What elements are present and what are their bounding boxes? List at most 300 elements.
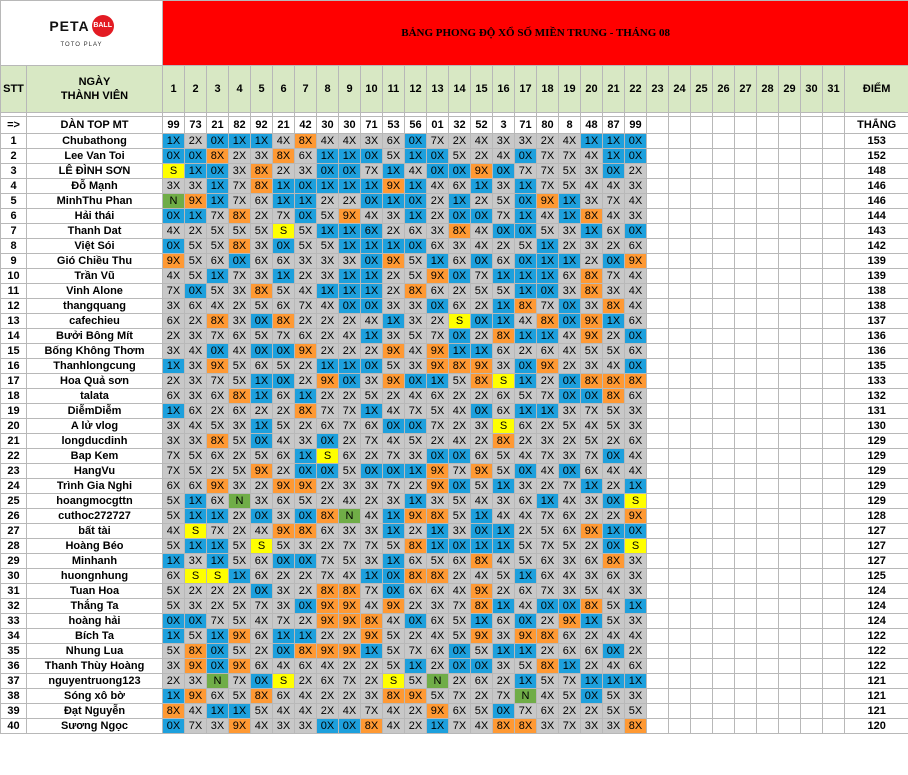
day-cell: N xyxy=(229,494,251,509)
row-score: 122 xyxy=(845,629,908,644)
empty-day-cell xyxy=(647,659,669,674)
dan-top-value xyxy=(801,117,823,134)
dan-top-value: 87 xyxy=(603,117,625,134)
table-row xyxy=(1,194,908,209)
table-row xyxy=(1,134,908,149)
day-cell: 3X xyxy=(515,479,537,494)
empty-day-cell xyxy=(691,464,713,479)
empty-day-cell xyxy=(779,449,801,464)
day-cell: 4X xyxy=(471,134,493,149)
row-stt: 14 xyxy=(1,329,27,344)
day-cell: 1X xyxy=(163,404,185,419)
day-cell: 3X xyxy=(185,599,207,614)
day-cell: 3X xyxy=(295,539,317,554)
day-cell: 1X xyxy=(471,179,493,194)
empty-day-cell xyxy=(713,524,735,539)
member-name: Tuan Hoa xyxy=(27,584,163,599)
row-stt: 33 xyxy=(1,614,27,629)
empty-day-cell xyxy=(823,689,845,704)
day-cell: 5X xyxy=(559,689,581,704)
empty-day-cell xyxy=(801,194,823,209)
empty-day-cell xyxy=(779,689,801,704)
empty-day-cell xyxy=(647,164,669,179)
day-cell: 7X xyxy=(449,464,471,479)
day-cell: 1X xyxy=(273,194,295,209)
empty-day-cell xyxy=(735,164,757,179)
empty-day-cell xyxy=(801,719,823,734)
day-cell: 7X xyxy=(471,269,493,284)
day-cell: 6X xyxy=(163,314,185,329)
member-name: HangVu xyxy=(27,464,163,479)
row-score: 124 xyxy=(845,599,908,614)
day-cell: 1X xyxy=(207,704,229,719)
day-cell: 7X xyxy=(405,404,427,419)
day-cell: 3X xyxy=(625,554,647,569)
empty-day-cell xyxy=(757,209,779,224)
member-name: hoangmocgttn xyxy=(27,494,163,509)
empty-day-cell xyxy=(713,689,735,704)
day-cell: 2X xyxy=(273,569,295,584)
day-cell: 5X xyxy=(163,539,185,554)
day-cell: 4X xyxy=(625,464,647,479)
empty-day-cell xyxy=(779,254,801,269)
day-cell: 4X xyxy=(251,719,273,734)
empty-day-cell xyxy=(691,704,713,719)
table-row xyxy=(1,269,908,284)
day-cell: 3X xyxy=(559,584,581,599)
row-stt: 30 xyxy=(1,569,27,584)
day-cell: 2X xyxy=(185,314,207,329)
day-cell: 0X xyxy=(383,464,405,479)
row-score: 120 xyxy=(845,719,908,734)
day-cell: 2X xyxy=(229,524,251,539)
day-cell: 6X xyxy=(273,389,295,404)
day-cell: 3X xyxy=(295,719,317,734)
day-cell: 9X xyxy=(361,629,383,644)
day-cell: 6X xyxy=(361,224,383,239)
day-cell: 6X xyxy=(581,644,603,659)
day-cell: 8X xyxy=(229,239,251,254)
day-cell: 5X xyxy=(493,569,515,584)
day-cell: 9X xyxy=(163,254,185,269)
day-cell: 5X xyxy=(229,434,251,449)
day-cell: 6X xyxy=(163,389,185,404)
day-cell: 4X xyxy=(405,344,427,359)
day-cell: 2X xyxy=(339,659,361,674)
empty-day-cell xyxy=(757,629,779,644)
day-cell: 1X xyxy=(427,539,449,554)
logo-subtext: TOTO PLAY xyxy=(60,41,103,48)
day-cell: 1X xyxy=(493,524,515,539)
member-name: Hoàng Béo xyxy=(27,539,163,554)
day-cell: 0X xyxy=(405,614,427,629)
day-cell: 6X xyxy=(185,479,207,494)
day-cell: 2X xyxy=(317,329,339,344)
day-cell: 0X xyxy=(625,149,647,164)
day-cell: 2X xyxy=(251,644,273,659)
day-cell: 9X xyxy=(207,479,229,494)
empty-day-cell xyxy=(735,644,757,659)
day-cell: 8X xyxy=(449,224,471,239)
empty-day-cell xyxy=(691,239,713,254)
day-cell: 2X xyxy=(537,614,559,629)
day-cell: 5X xyxy=(185,629,207,644)
day-cell: 0X xyxy=(251,344,273,359)
empty-day-cell xyxy=(801,569,823,584)
empty-day-cell xyxy=(647,704,669,719)
day-cell: 5X xyxy=(559,179,581,194)
day-header: 20 xyxy=(581,66,603,113)
day-cell: 4X xyxy=(559,344,581,359)
day-cell: 1X xyxy=(515,269,537,284)
day-cell: 4X xyxy=(471,719,493,734)
day-cell: 2X xyxy=(295,269,317,284)
day-cell: 0X xyxy=(339,719,361,734)
day-cell: 9X xyxy=(625,509,647,524)
empty-day-cell xyxy=(757,404,779,419)
day-cell: 4X xyxy=(251,614,273,629)
empty-day-cell xyxy=(757,194,779,209)
day-cell: 6X xyxy=(449,254,471,269)
row-score: 121 xyxy=(845,674,908,689)
empty-day-cell xyxy=(801,584,823,599)
dan-top-value: 99 xyxy=(163,117,185,134)
day-cell: 8X xyxy=(581,374,603,389)
day-cell: 9X xyxy=(229,719,251,734)
day-cell: 6X xyxy=(537,704,559,719)
day-cell: 7X xyxy=(339,404,361,419)
day-cell: 0X xyxy=(427,149,449,164)
empty-day-cell xyxy=(735,719,757,734)
day-cell: 2X xyxy=(251,209,273,224)
table-row xyxy=(1,494,908,509)
day-cell: 2X xyxy=(295,614,317,629)
empty-day-cell xyxy=(779,704,801,719)
day-cell: 8X xyxy=(273,149,295,164)
day-cell: 8X xyxy=(295,524,317,539)
day-cell: 3X xyxy=(493,659,515,674)
member-name: Bích Ta xyxy=(27,629,163,644)
day-cell: 3X xyxy=(273,599,295,614)
empty-day-cell xyxy=(691,269,713,284)
day-cell: 7X xyxy=(295,299,317,314)
day-cell: 3X xyxy=(229,419,251,434)
day-cell: 6X xyxy=(427,389,449,404)
empty-day-cell xyxy=(713,419,735,434)
day-cell: S xyxy=(185,569,207,584)
table-row xyxy=(1,389,908,404)
day-cell: 0X xyxy=(449,449,471,464)
day-cell: 2X xyxy=(471,689,493,704)
day-cell: 9X xyxy=(537,359,559,374)
day-cell: 5X xyxy=(185,254,207,269)
day-cell: 0X xyxy=(295,554,317,569)
empty-day-cell xyxy=(691,554,713,569)
day-cell: 2X xyxy=(559,359,581,374)
day-cell: 7X xyxy=(537,149,559,164)
member-name: Đỗ Mạnh xyxy=(27,179,163,194)
day-cell: 0X xyxy=(207,134,229,149)
day-cell: 2X xyxy=(273,404,295,419)
member-name: MinhThu Phan xyxy=(27,194,163,209)
day-cell: 7X xyxy=(339,539,361,554)
day-cell: 0X xyxy=(625,134,647,149)
dan-top-label: DÀN TOP MT xyxy=(27,117,163,134)
day-cell: 5X xyxy=(559,419,581,434)
day-cell: 9X xyxy=(427,704,449,719)
day-cell: 9X xyxy=(339,599,361,614)
empty-day-cell xyxy=(713,674,735,689)
day-cell: 9X xyxy=(317,599,339,614)
day-cell: 0X xyxy=(537,599,559,614)
empty-day-cell xyxy=(669,659,691,674)
day-cell: 2X xyxy=(273,464,295,479)
day-cell: 3X xyxy=(625,569,647,584)
day-cell: 8X xyxy=(163,704,185,719)
day-cell: 5X xyxy=(449,149,471,164)
empty-day-cell xyxy=(691,254,713,269)
table-row xyxy=(1,239,908,254)
table-row xyxy=(1,524,908,539)
day-cell: 2X xyxy=(317,194,339,209)
day-cell: 4X xyxy=(493,509,515,524)
day-cell: 1X xyxy=(251,419,273,434)
day-cell: 1X xyxy=(273,269,295,284)
day-cell: 1X xyxy=(185,164,207,179)
empty-day-cell xyxy=(757,149,779,164)
empty-day-cell xyxy=(713,224,735,239)
day-cell: 6X xyxy=(361,419,383,434)
day-cell: 5X xyxy=(581,344,603,359)
day-cell: 5X xyxy=(515,554,537,569)
day-cell: 7X xyxy=(537,539,559,554)
day-cell: 8X xyxy=(251,689,273,704)
member-name: longducdinh xyxy=(27,434,163,449)
day-cell: 3X xyxy=(361,134,383,149)
day-cell: 5X xyxy=(449,494,471,509)
empty-day-cell xyxy=(779,554,801,569)
day-cell: 7X xyxy=(361,704,383,719)
empty-day-cell xyxy=(691,509,713,524)
day-cell: 0X xyxy=(427,449,449,464)
day-cell: 3X xyxy=(163,299,185,314)
day-cell: 2X xyxy=(361,659,383,674)
day-cell: 1X xyxy=(185,539,207,554)
day-cell: 2X xyxy=(625,164,647,179)
day-cell: 7X xyxy=(339,419,361,434)
empty-day-cell xyxy=(801,359,823,374)
day-header: 27 xyxy=(735,66,757,113)
empty-day-cell xyxy=(823,479,845,494)
day-cell: 4X xyxy=(471,494,493,509)
day-cell: S xyxy=(207,569,229,584)
empty-day-cell xyxy=(691,374,713,389)
day-header: 3 xyxy=(207,66,229,113)
empty-day-cell xyxy=(801,389,823,404)
empty-day-cell xyxy=(647,134,669,149)
empty-day-cell xyxy=(647,239,669,254)
table-row xyxy=(1,404,908,419)
day-cell: 3X xyxy=(339,254,361,269)
empty-day-cell xyxy=(801,644,823,659)
empty-day-cell xyxy=(801,344,823,359)
day-cell: 1X xyxy=(603,134,625,149)
day-cell: 5X xyxy=(317,239,339,254)
day-cell: 0X xyxy=(383,584,405,599)
day-cell: 0X xyxy=(493,164,515,179)
day-cell: 2X xyxy=(163,674,185,689)
day-cell: 7X xyxy=(207,374,229,389)
day-cell: 5X xyxy=(427,404,449,419)
day-cell: 1X xyxy=(339,224,361,239)
empty-day-cell xyxy=(691,314,713,329)
table-row xyxy=(1,224,908,239)
row-score: 125 xyxy=(845,569,908,584)
day-cell: 2X xyxy=(383,224,405,239)
day-cell: 1X xyxy=(625,599,647,614)
day-cell: 9X xyxy=(427,359,449,374)
empty-day-cell xyxy=(669,479,691,494)
empty-day-cell xyxy=(669,494,691,509)
day-cell: 0X xyxy=(163,149,185,164)
empty-day-cell xyxy=(779,509,801,524)
day-cell: 5X xyxy=(603,404,625,419)
day-cell: 1X xyxy=(493,299,515,314)
day-cell: 3X xyxy=(229,284,251,299)
day-cell: 4X xyxy=(625,629,647,644)
day-cell: 6X xyxy=(449,299,471,314)
day-cell: 9X xyxy=(471,164,493,179)
row-score: 138 xyxy=(845,284,908,299)
day-cell: 4X xyxy=(427,179,449,194)
day-cell: 1X xyxy=(295,449,317,464)
day-cell: 4X xyxy=(405,389,427,404)
day-cell: 4X xyxy=(295,704,317,719)
day-cell: 1X xyxy=(427,374,449,389)
member-name: DiễmDiễm xyxy=(27,404,163,419)
day-cell: 6X xyxy=(229,329,251,344)
day-cell: 2X xyxy=(405,479,427,494)
day-cell: 3X xyxy=(515,134,537,149)
row-score: 144 xyxy=(845,209,908,224)
day-cell: 2X xyxy=(471,434,493,449)
day-cell: 9X xyxy=(317,374,339,389)
day-cell: 3X xyxy=(361,554,383,569)
day-cell: 3X xyxy=(625,209,647,224)
day-cell: 7X xyxy=(229,194,251,209)
day-cell: 9X xyxy=(339,209,361,224)
empty-day-cell xyxy=(713,584,735,599)
day-cell: 3X xyxy=(471,419,493,434)
empty-day-cell xyxy=(779,299,801,314)
empty-day-cell xyxy=(779,524,801,539)
empty-day-cell xyxy=(779,269,801,284)
day-cell: 0X xyxy=(207,344,229,359)
empty-day-cell xyxy=(801,269,823,284)
day-cell: 5X xyxy=(207,239,229,254)
day-cell: 5X xyxy=(625,704,647,719)
day-cell: 1X xyxy=(361,404,383,419)
day-cell: 9X xyxy=(295,344,317,359)
empty-day-cell xyxy=(713,539,735,554)
empty-day-cell xyxy=(735,179,757,194)
empty-day-cell xyxy=(779,284,801,299)
day-cell: 0X xyxy=(361,299,383,314)
empty-day-cell xyxy=(823,254,845,269)
row-stt: 22 xyxy=(1,449,27,464)
day-cell: 1X xyxy=(559,194,581,209)
row-score: 136 xyxy=(845,329,908,344)
day-cell: 1X xyxy=(163,554,185,569)
day-cell: 2X xyxy=(449,134,471,149)
empty-day-cell xyxy=(647,494,669,509)
empty-day-cell xyxy=(757,239,779,254)
empty-day-cell xyxy=(779,599,801,614)
day-cell: 5X xyxy=(339,554,361,569)
empty-day-cell xyxy=(801,224,823,239)
day-cell: 6X xyxy=(163,479,185,494)
day-header: 17 xyxy=(515,66,537,113)
day-cell: 6X xyxy=(295,329,317,344)
day-cell: 5X xyxy=(515,239,537,254)
day-cell: 2X xyxy=(537,644,559,659)
day-header: 28 xyxy=(757,66,779,113)
empty-day-cell xyxy=(823,314,845,329)
day-cell: 3X xyxy=(163,659,185,674)
day-cell: 4X xyxy=(339,494,361,509)
day-cell: 6X xyxy=(537,554,559,569)
day-cell: 0X xyxy=(515,149,537,164)
day-cell: 5X xyxy=(273,539,295,554)
day-cell: 3X xyxy=(317,269,339,284)
empty-day-cell xyxy=(779,479,801,494)
row-stt: 35 xyxy=(1,644,27,659)
empty-day-cell xyxy=(757,224,779,239)
day-cell: 8X xyxy=(581,599,603,614)
day-cell: 6X xyxy=(559,644,581,659)
day-header: 24 xyxy=(669,66,691,113)
day-cell: 5X xyxy=(581,584,603,599)
day-cell: 3X xyxy=(625,419,647,434)
day-cell: 8X xyxy=(625,374,647,389)
row-score: 152 xyxy=(845,149,908,164)
day-cell: S xyxy=(163,164,185,179)
day-cell: 0X xyxy=(251,314,273,329)
day-cell: 6X xyxy=(625,344,647,359)
day-cell: 1X xyxy=(603,524,625,539)
empty-day-cell xyxy=(713,509,735,524)
table-row xyxy=(1,449,908,464)
day-cell: 2X xyxy=(317,344,339,359)
empty-day-cell xyxy=(647,449,669,464)
day-cell: 0X xyxy=(361,194,383,209)
empty-day-cell xyxy=(823,509,845,524)
day-cell: 2X xyxy=(383,284,405,299)
empty-day-cell xyxy=(691,614,713,629)
empty-day-cell xyxy=(801,254,823,269)
day-cell: 2X xyxy=(339,434,361,449)
day-cell: 0X xyxy=(559,299,581,314)
day-cell: 5X xyxy=(163,509,185,524)
empty-day-cell xyxy=(713,239,735,254)
day-cell: 9X xyxy=(427,464,449,479)
empty-day-cell xyxy=(779,674,801,689)
day-cell: 7X xyxy=(229,269,251,284)
empty-day-cell xyxy=(757,599,779,614)
dan-top-value xyxy=(669,117,691,134)
day-cell: 4X xyxy=(581,179,603,194)
day-cell: 6X xyxy=(339,449,361,464)
